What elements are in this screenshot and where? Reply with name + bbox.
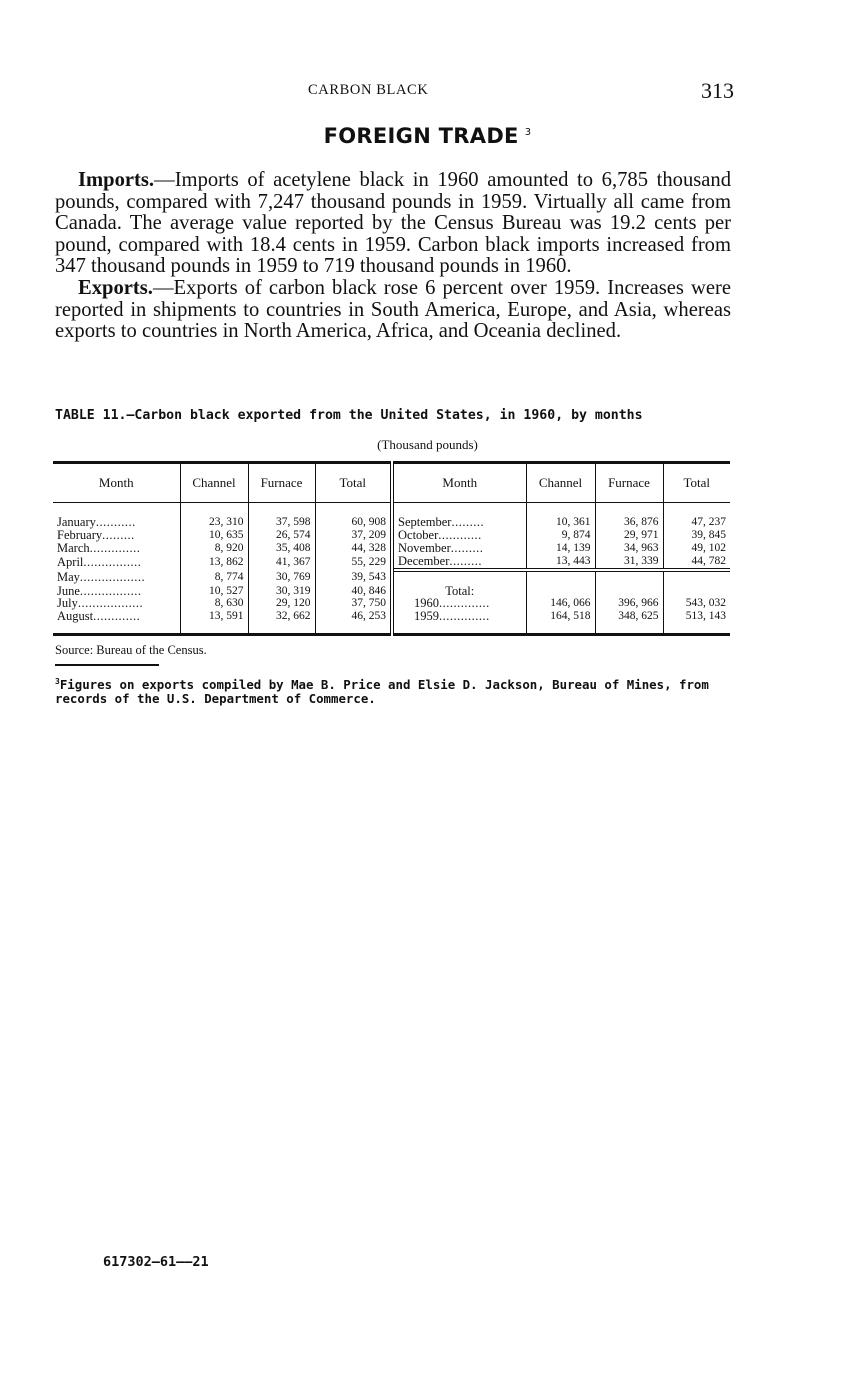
table-row <box>53 585 730 598</box>
imports-text: —Imports of acetylene black in 1960 amounted to 6,785 thousand pounds, compared with 7,247 thousand pounds in 1959. Virtually all came from Canada. The average value reported by the Census Bureau was 19.2 cents per pound, compared with 18.4 cents in 1959. Carbon black imports increased from 347 thousand pounds in 1959 to 719 thousand pounds in 1960. <box>55 169 731 278</box>
exports-paragraph <box>55 278 731 343</box>
exports-lead: Exports. <box>78 276 153 299</box>
month-cell: November......... <box>392 542 526 555</box>
furnace-cell: 34, 963 <box>595 542 663 555</box>
channel-cell: 13, 443 <box>526 555 595 570</box>
total-cell: 60, 908 <box>315 503 392 529</box>
furnace-cell: 29, 971 <box>595 529 663 542</box>
channel-cell: 8, 920 <box>180 542 248 555</box>
channel-cell: 8, 774 <box>180 570 248 585</box>
channel-cell: 10, 361 <box>526 503 595 529</box>
year-cell: 1960.............. <box>392 597 526 610</box>
table-caption: TABLE 11.—Carbon black exported from the United States, in 1960, by months <box>55 408 643 423</box>
channel-cell: 146, 066 <box>526 597 595 610</box>
table-row <box>53 597 730 610</box>
furnace-cell: 35, 408 <box>248 542 315 555</box>
total-cell: 39, 845 <box>663 529 730 542</box>
total-cell: 37, 209 <box>315 529 392 542</box>
empty-cell <box>663 585 730 598</box>
col-header: Channel <box>526 463 595 503</box>
furnace-cell: 26, 574 <box>248 529 315 542</box>
col-header: Furnace <box>248 463 315 503</box>
page-number: 313 <box>701 78 734 103</box>
channel-cell: 10, 635 <box>180 529 248 542</box>
footnote-reference: 3 <box>524 127 532 138</box>
total-cell: 37, 750 <box>315 597 392 610</box>
channel-cell: 13, 591 <box>180 610 248 634</box>
col-header: Month <box>53 463 180 503</box>
furnace-cell: 32, 662 <box>248 610 315 634</box>
furnace-cell: 30, 769 <box>248 570 315 585</box>
furnace-cell: 37, 598 <box>248 503 315 529</box>
month-cell: February......... <box>57 527 135 542</box>
channel-cell: 9, 874 <box>526 529 595 542</box>
table-row <box>53 555 730 570</box>
channel-cell: 13, 862 <box>180 555 248 570</box>
month-cell: January........... <box>57 515 136 529</box>
total-cell: 44, 782 <box>663 555 730 570</box>
table-row <box>53 610 730 634</box>
empty-cell <box>392 570 526 585</box>
total-cell: 46, 253 <box>315 610 392 634</box>
channel-cell: 8, 630 <box>180 597 248 610</box>
col-header: Channel <box>180 463 248 503</box>
footnote-text: Figures on exports compiled by Mae B. Price and Elsie D. Jackson, Bureau of Mines, from records of the U.S. Department of Commerce. <box>55 677 709 707</box>
month-cell: December......... <box>392 555 526 570</box>
print-code: 617302—61——21 <box>103 1254 209 1270</box>
body-text <box>55 170 731 343</box>
month-cell: April................ <box>57 554 142 569</box>
total-cell: 49, 102 <box>663 542 730 555</box>
section-heading-text: FOREIGN TRADE <box>323 124 519 148</box>
year-cell: 1959.............. <box>392 610 526 634</box>
imports-paragraph <box>55 170 731 278</box>
month-cell: June................. <box>57 583 142 598</box>
col-header: Month <box>392 463 526 503</box>
total-cell: 39, 543 <box>315 570 392 585</box>
totals-label: Total: <box>392 585 526 598</box>
col-header: Total <box>663 463 730 503</box>
month-cell: May.................. <box>57 569 146 584</box>
furnace-cell: 396, 966 <box>595 597 663 610</box>
col-header: Furnace <box>595 463 663 503</box>
furnace-cell: 31, 339 <box>595 555 663 570</box>
furnace-cell: 29, 120 <box>248 597 315 610</box>
table-row <box>53 503 730 529</box>
col-header: Total <box>315 463 392 503</box>
table-units: (Thousand pounds) <box>377 437 478 452</box>
exports-text: —Exports of carbon black rose 6 percent over 1959. Increases were reported in shipments to countries in South America, Europe, and Asia, whereas exports to countries in North America, Africa, and Oceania declined. <box>55 276 731 343</box>
footnote-divider <box>55 664 159 666</box>
month-cell: July.................. <box>57 596 144 611</box>
table-row <box>53 542 730 555</box>
total-cell: 47, 237 <box>663 503 730 529</box>
total-cell: 55, 229 <box>315 555 392 570</box>
table-source: Source: Bureau of the Census. <box>55 643 207 657</box>
month-cell: March.............. <box>57 540 141 555</box>
channel-cell: 14, 139 <box>526 542 595 555</box>
month-cell: September......... <box>392 503 526 529</box>
channel-cell: 164, 518 <box>526 610 595 634</box>
empty-cell <box>595 570 663 585</box>
empty-cell <box>663 570 730 585</box>
imports-lead: Imports. <box>78 169 155 191</box>
furnace-cell: 41, 367 <box>248 555 315 570</box>
furnace-cell: 36, 876 <box>595 503 663 529</box>
total-cell: 513, 143 <box>663 610 730 634</box>
running-header <box>0 80 855 102</box>
furnace-cell: 30, 319 <box>248 585 315 598</box>
total-cell: 44, 328 <box>315 542 392 555</box>
table-row <box>53 529 730 542</box>
total-cell: 543, 032 <box>663 597 730 610</box>
section-heading <box>0 124 855 148</box>
empty-cell <box>526 585 595 598</box>
empty-cell <box>595 585 663 598</box>
channel-cell: 23, 310 <box>180 503 248 529</box>
exports-table <box>53 461 730 636</box>
month-cell: October............ <box>392 529 526 542</box>
total-cell: 40, 846 <box>315 585 392 598</box>
table-header-row <box>53 463 730 503</box>
running-title: CARBON BLACK <box>308 82 429 98</box>
empty-cell <box>526 570 595 585</box>
channel-cell: 10, 527 <box>180 585 248 598</box>
month-cell: August............. <box>57 609 141 624</box>
footnote <box>55 675 731 706</box>
furnace-cell: 348, 625 <box>595 610 663 634</box>
footnote-marker: 3 <box>55 677 60 686</box>
table-row <box>53 570 730 585</box>
